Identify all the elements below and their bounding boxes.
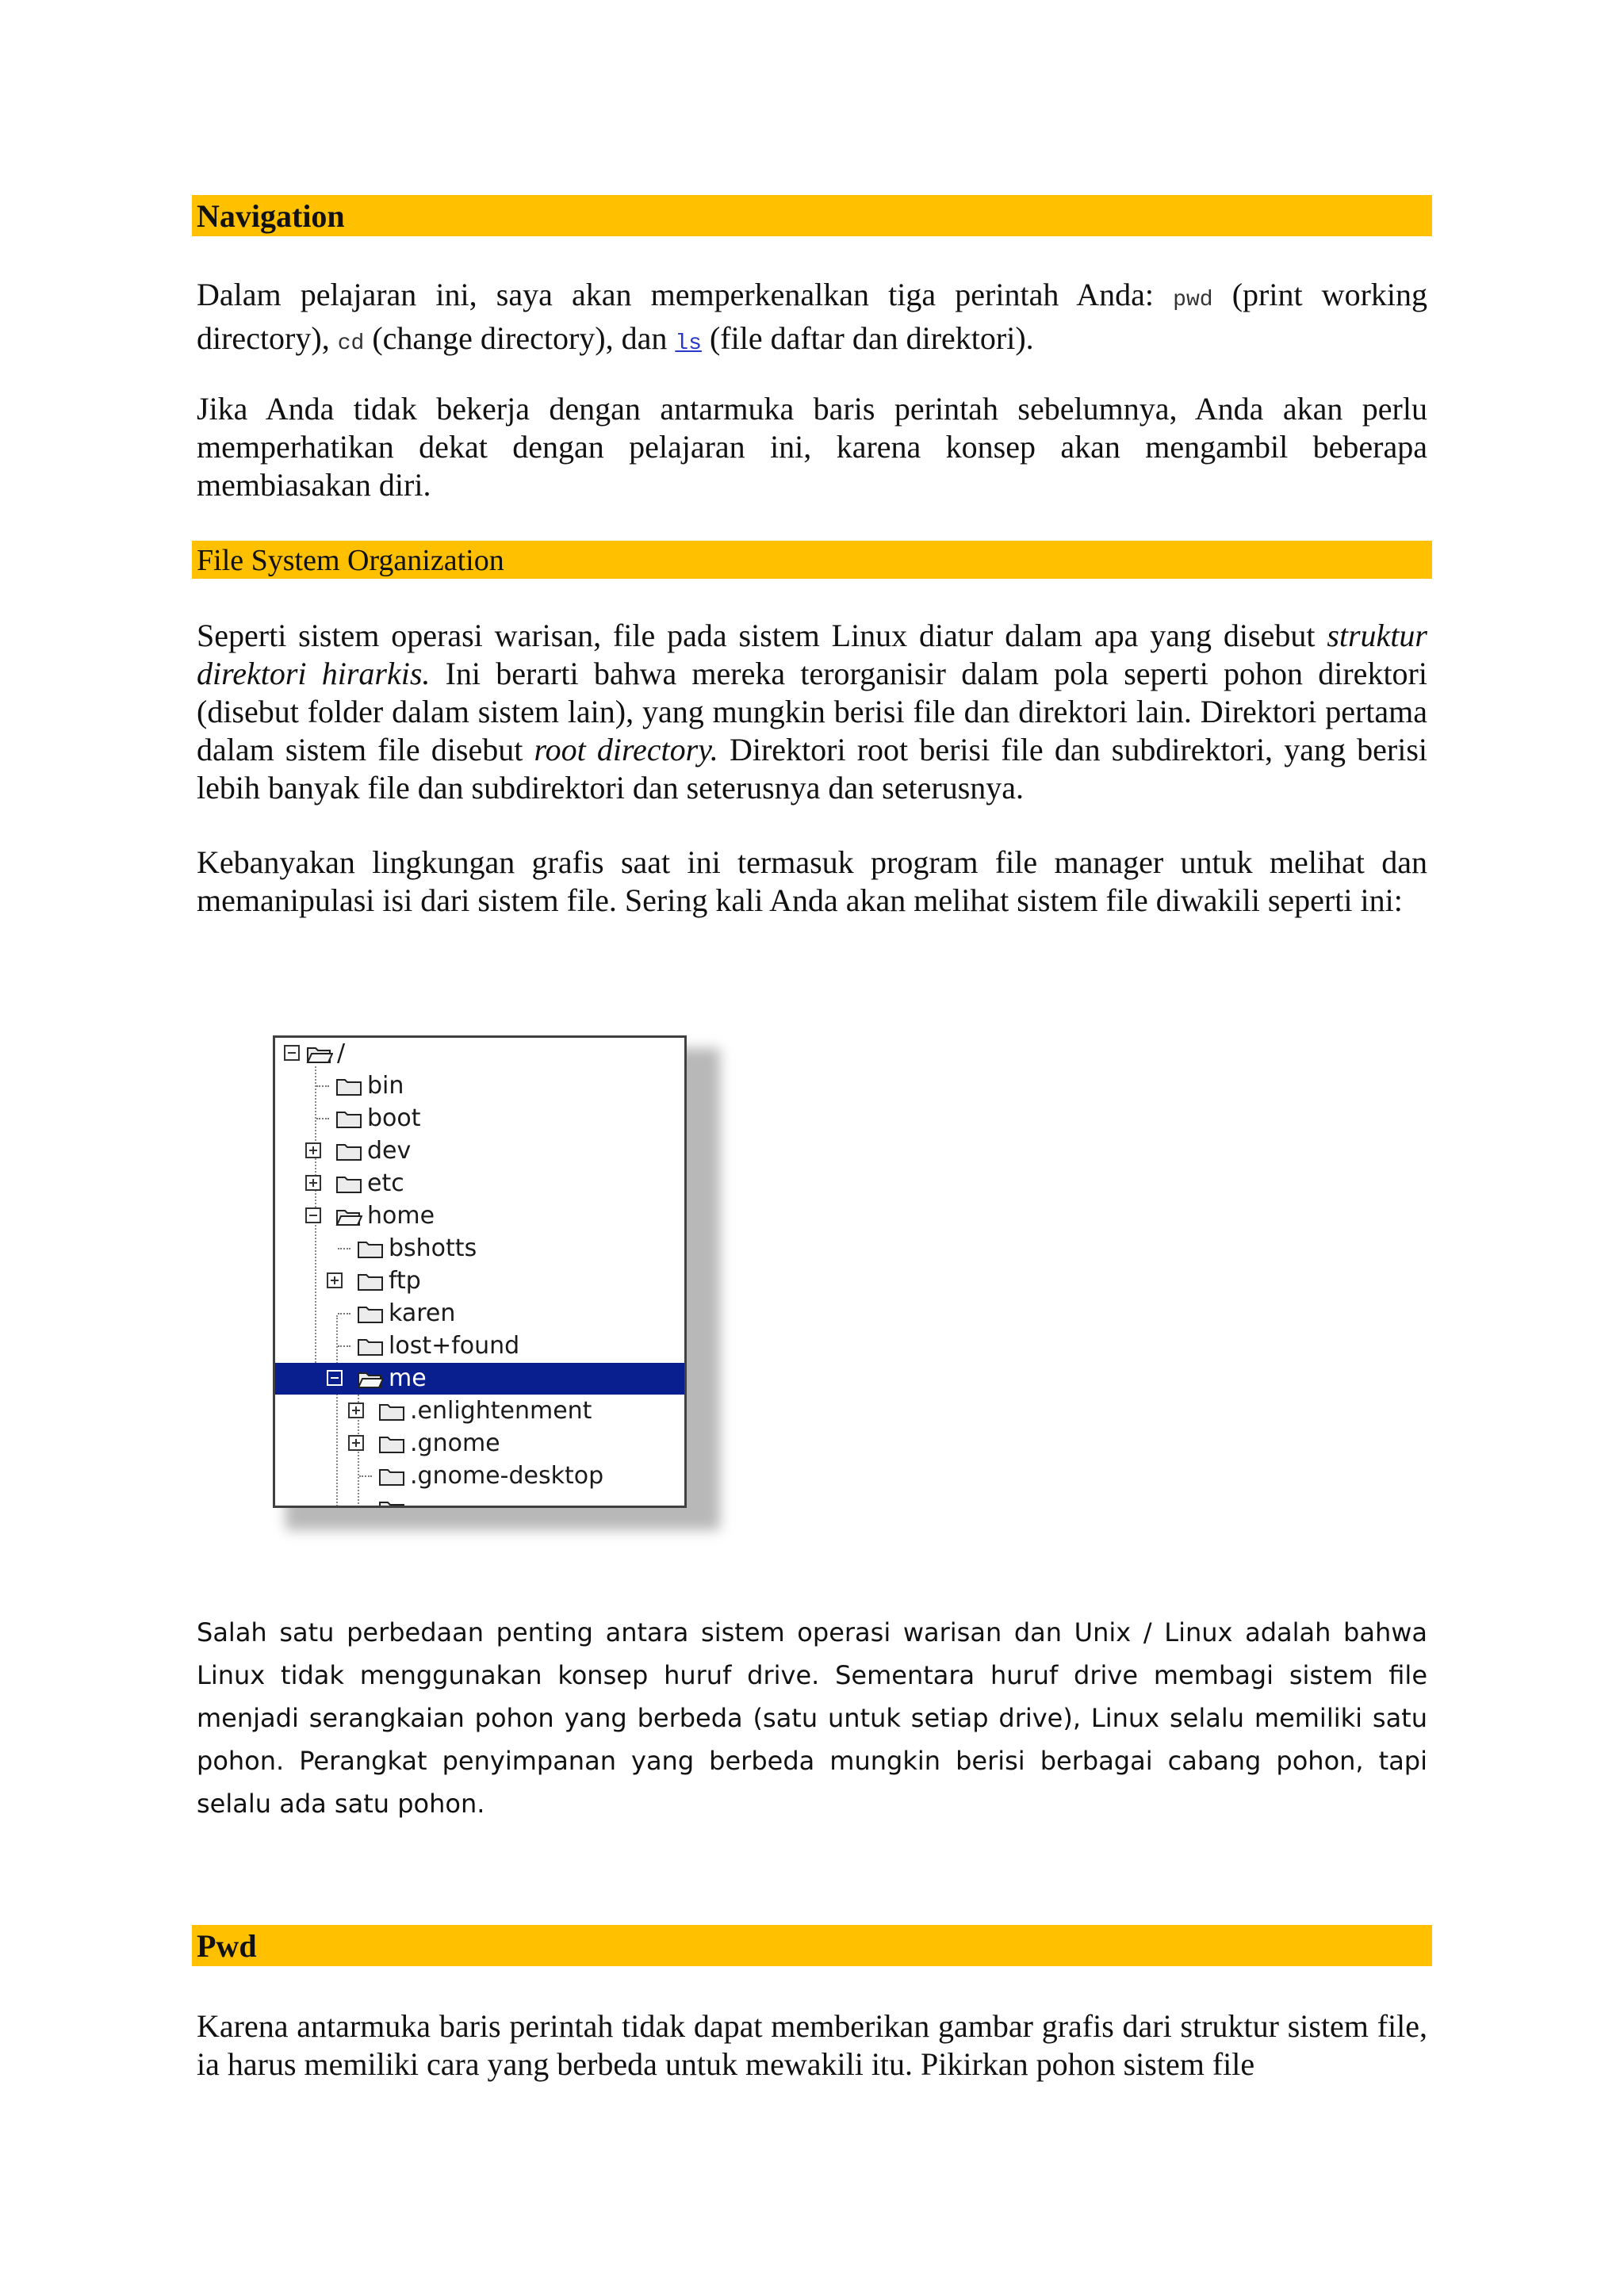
tree-connector [316,1085,329,1087]
tree-node-bshotts[interactable] [275,1233,684,1265]
tree-node-dev[interactable] [275,1135,684,1167]
folder-icon [378,1433,405,1454]
tree-node-label: bin [367,1072,404,1100]
fso-paragraph-2: Kebanyakan lingkungan grafis saat ini termasuk program file manager untuk melihat dan memanipulasi isi dari sistem file. Sering kali Anda akan melihat sistem file diwakili seperti ini: [197,844,1427,918]
expand-icon[interactable] [327,1272,343,1288]
tree-node-label: .gnome-desktop [410,1462,604,1490]
folder-icon [378,1466,405,1487]
folder-icon [357,1238,384,1259]
tree-node-label: dev [367,1137,412,1165]
expand-icon[interactable] [305,1142,321,1158]
tree-node-ftp[interactable] [275,1265,684,1297]
text-run: (file daftar dan direktori). [701,320,1034,356]
expand-icon[interactable] [305,1175,321,1191]
tree-node-boot[interactable] [275,1103,684,1135]
cmd-cd: cd [337,331,365,356]
text-run: Direktori root berisi file dan subdirektori, yang berisi lebih banyak file dan subdirektori dan seterusnya dan seterusnya. [197,732,1428,806]
file-manager-tree [273,1035,687,1508]
open-folder-icon [357,1368,384,1389]
term-hierarchical-structure: struktur direktori hirarkis. [197,618,1427,691]
tree-node-label: me [389,1364,427,1392]
folder-icon [335,1076,362,1096]
folder-icon [335,1108,362,1129]
tree-connector [359,1475,372,1477]
tree-node-label: etc [367,1169,404,1197]
tree-connector [338,1248,350,1249]
tree-connector [316,1118,329,1119]
pwd-paragraph-1: Karena antarmuka baris perintah tidak dapat memberikan gambar grafis dari struktur sistem file, ia harus memiliki cara yang berbeda untuk mewakili itu. Pikirkan pohon sistem file [197,2008,1427,2082]
tree-node-me-selected[interactable] [275,1363,684,1395]
tree-node-label: home [367,1202,435,1230]
tree-node-label: ftp [389,1267,421,1295]
collapse-icon[interactable] [305,1207,321,1223]
tree-node-etc[interactable] [275,1168,684,1200]
navigation-paragraph-1 [197,276,1427,363]
text-run: (change directory), dan [364,320,676,356]
cmd-ls-link[interactable]: ls [675,331,702,356]
folder-icon [335,1141,362,1161]
term-root-directory: root directory. [534,732,718,767]
expand-icon[interactable] [348,1402,364,1418]
open-folder-icon [306,1043,333,1064]
tree-node-label: .enlightenment [410,1397,592,1425]
tree-node-clipped [275,1493,684,1508]
tree-node-label: bshotts [389,1234,477,1262]
folder-icon [378,1498,405,1508]
tree-node-karen[interactable] [275,1298,684,1330]
folder-icon [357,1336,384,1357]
text-run: Dalam pelajaran ini, saya akan memperkenalkan tiga perintah Anda: [197,277,1174,312]
tree-node-bin[interactable] [275,1070,684,1102]
tree-node-label: karen [389,1299,456,1327]
open-folder-icon [335,1206,362,1226]
text-run: (print working directory), [197,277,1427,356]
text-run: Ini berarti bahwa mereka terorganisir dalam pola seperti pohon direktori (disebut folder dalam sistem lain), yang mungkin berisi file dan direktori lain. Direktori pertama dalam sistem file disebut [197,656,1427,767]
tree-node-root[interactable] [275,1038,684,1070]
section-heading-navigation: Navigation [192,195,1432,236]
tree-connector [338,1345,350,1347]
tree-node-label: boot [367,1104,421,1132]
section-heading-pwd: Pwd [192,1925,1432,1966]
collapse-icon[interactable] [327,1370,343,1386]
folder-icon [378,1401,405,1422]
section-heading-file-system-organization: File System Organization [192,541,1432,579]
fso-paragraph-3: Salah satu perbedaan penting antara sistem operasi warisan dan Unix / Linux adalah bahwa Linux tidak menggunakan konsep huruf drive. Sementara huruf drive membagi sistem file menjadi serangkaian pohon yang berbeda (satu untuk setiap drive), Linux selalu memiliki satu pohon. Perangkat penyimpanan yang berbeda mungkin berisi berbagai cabang pohon, tapi selalu ada satu pohon. [197,1617,1427,1819]
text-run: Seperti sistem operasi warisan, file pada sistem Linux diatur dalam apa yang disebut [197,618,1327,653]
collapse-icon[interactable] [284,1045,300,1061]
tree-node-label: .gnome [410,1429,500,1457]
tree-node-gnome-desktop[interactable] [275,1460,684,1492]
tree-node-label: lost+found [389,1332,520,1360]
tree-node-home[interactable] [275,1200,684,1232]
fso-paragraph-1 [197,617,1427,807]
expand-icon[interactable] [348,1435,364,1451]
tree-node-lost-found[interactable] [275,1330,684,1362]
tree-node-label: / [337,1039,346,1067]
cmd-pwd: pwd [1173,288,1213,312]
tree-node-gnome[interactable] [275,1428,684,1460]
tree-connector [338,1313,350,1314]
tree-node-enlightenment[interactable] [275,1395,684,1427]
folder-icon [335,1173,362,1194]
folder-icon [357,1271,384,1292]
navigation-paragraph-2: Jika Anda tidak bekerja dengan antarmuka baris perintah sebelumnya, Anda akan perlu memperhatikan dekat dengan pelajaran ini, karena konsep akan mengambil beberapa membiasakan diri. [197,391,1427,503]
folder-icon [357,1303,384,1324]
